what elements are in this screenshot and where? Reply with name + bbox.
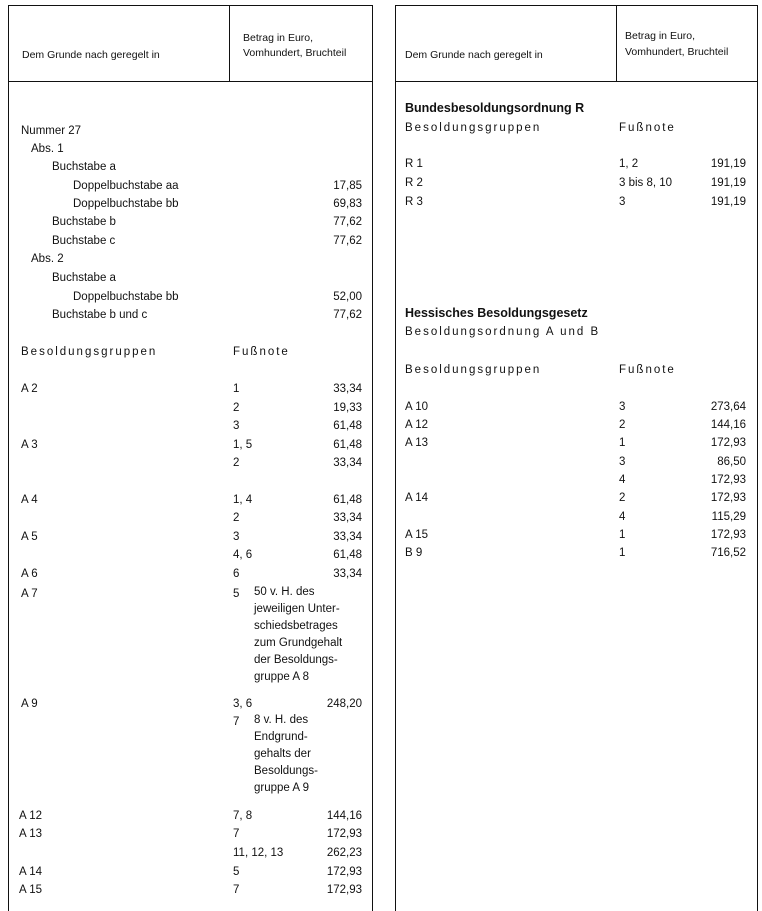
left-table-right-border <box>372 5 373 911</box>
left-table-left-border <box>8 5 9 911</box>
note-a9-line: gehalts der <box>254 748 311 760</box>
note-a9 <box>254 712 318 797</box>
abs2-buchstabe-b-und-c-label: Buchstabe b und c <box>52 309 148 321</box>
table-row-value: 61,48 <box>333 420 362 432</box>
abs1-doppelbuchstabe-aa-label: Doppelbuchstabe aa <box>73 180 179 192</box>
h-fussnote-header: Fußnote <box>619 364 676 376</box>
table-row-footnote: 4, 6 <box>233 549 253 561</box>
table-row-footnote: 1, 2 <box>619 158 639 170</box>
table-row-footnote: 4 <box>619 511 626 523</box>
abs2-doppelbuchstabe-bb-value: 52,00 <box>333 291 362 303</box>
table-row-footnote: 7 <box>233 716 240 728</box>
note-a7-line: schiedsbetrages <box>254 620 338 632</box>
table-row-footnote: 7 <box>233 828 240 840</box>
table-row-value: 172,93 <box>710 529 746 541</box>
table-row-value: 144,16 <box>710 419 746 431</box>
note-a7 <box>254 584 342 686</box>
table-row-group: A 9 <box>21 698 38 710</box>
left-table-top-border <box>8 5 373 6</box>
note-a7-line: gruppe A 8 <box>254 671 309 683</box>
abs1-buchstabe-b-label: Buchstabe b <box>52 216 116 228</box>
right-header-col2-line1: Betrag in Euro, <box>625 30 696 42</box>
table-row-footnote: 2 <box>619 492 626 504</box>
table-row-footnote: 3 bis 8, 10 <box>619 177 673 189</box>
table-row-value: 33,34 <box>333 568 362 580</box>
note-a7-line: 50 v. H. des <box>254 586 315 598</box>
table-row-value: 33,34 <box>333 512 362 524</box>
right-header-col1: Dem Grunde nach geregelt in <box>405 49 543 61</box>
table-row-footnote: 2 <box>233 402 240 414</box>
table-row-footnote: 11, 12, 13 <box>233 847 284 859</box>
h-besoldungsgruppen-header: Besoldungsgruppen <box>405 364 542 376</box>
left-fussnote-header: Fußnote <box>233 346 290 358</box>
abs1-doppelbuchstabe-bb-value: 69,83 <box>333 198 362 210</box>
table-row-group: A 4 <box>21 494 38 506</box>
table-row-footnote: 1 <box>619 437 626 449</box>
table-row-value: 61,48 <box>333 439 362 451</box>
table-row-group: R 3 <box>405 196 423 208</box>
table-row-value: 172,93 <box>326 828 362 840</box>
right-table-right-border <box>757 5 758 911</box>
table-row-value: 115,29 <box>711 511 746 523</box>
table-row-group: A 14 <box>405 492 429 504</box>
table-row-footnote: 3 <box>233 420 240 432</box>
table-row-value: 172,93 <box>710 437 746 449</box>
table-row-group: A 13 <box>405 437 429 449</box>
nummer-27-label: Nummer 27 <box>21 125 82 137</box>
table-row-footnote: 1 <box>619 529 626 541</box>
left-header-col2-line1: Betrag in Euro, <box>243 32 314 44</box>
note-a7-line: zum Grundgehalt <box>254 637 343 649</box>
table-row-group: A 3 <box>21 439 38 451</box>
table-row-group: A 5 <box>21 531 38 543</box>
table-row-footnote: 1, 4 <box>233 494 253 506</box>
table-row-footnote: 7, 8 <box>233 810 253 822</box>
table-row-footnote: 5 <box>233 588 240 600</box>
abs1-label: Abs. 1 <box>31 143 64 155</box>
table-row-value: 262,23 <box>326 847 362 859</box>
table-row-value: 716,52 <box>710 547 746 559</box>
abs2-buchstabe-a-label: Buchstabe a <box>52 272 116 284</box>
right-table-top-border <box>395 5 758 6</box>
table-row-value: 19,33 <box>333 402 362 414</box>
r-fussnote-header: Fußnote <box>619 122 676 134</box>
section-subtitle-besoldungsordnung-a-b: Besoldungsordnung A und B <box>405 326 601 338</box>
note-a9-line: Besoldungs- <box>254 765 318 777</box>
table-row-group: A 15 <box>19 884 43 896</box>
right-header-col2-line2: Vomhundert, Bruchteil <box>625 46 729 58</box>
left-header-col2-line2: Vomhundert, Bruchteil <box>243 47 347 59</box>
section-title-besoldungsordnung-r: Bundesbesoldungsordnung R <box>405 101 585 115</box>
table-row-value: 172,93 <box>710 492 746 504</box>
note-a9-line: Endgrund- <box>254 731 308 743</box>
table-row-footnote: 1 <box>619 547 626 559</box>
table-row-value: 172,93 <box>710 474 746 486</box>
right-table-left-border <box>395 5 396 911</box>
left-besoldungsgruppen-header: Besoldungsgruppen <box>21 346 158 358</box>
table-row-group: R 2 <box>405 177 423 189</box>
section-title-hessisches-besoldungsgesetz: Hessisches Besoldungsgesetz <box>405 306 588 320</box>
table-row-value: 172,93 <box>326 884 362 896</box>
table-row-group: A 15 <box>405 529 429 541</box>
note-a7-line: der Besoldungs- <box>254 654 338 666</box>
left-header-col1: Dem Grunde nach geregelt in <box>22 49 160 61</box>
abs1-doppelbuchstabe-bb-label: Doppelbuchstabe bb <box>73 198 179 210</box>
right-table-column-divider <box>616 5 617 81</box>
table-row-group: A 12 <box>19 810 43 822</box>
table-row-value: 33,34 <box>333 383 362 395</box>
table-row-footnote: 1, 5 <box>233 439 253 451</box>
left-table-header-rule <box>8 81 373 82</box>
table-row-group: A 13 <box>19 828 43 840</box>
table-row-value: 248,20 <box>326 698 362 710</box>
table-row-footnote: 3, 6 <box>233 698 253 710</box>
abs1-doppelbuchstabe-aa-value: 17,85 <box>333 180 362 192</box>
abs1-buchstabe-b-value: 77,62 <box>333 216 362 228</box>
note-a7-line: jeweiligen Unter- <box>254 603 340 615</box>
table-row-footnote: 1 <box>233 383 240 395</box>
abs1-buchstabe-c-label: Buchstabe c <box>52 235 116 247</box>
right-table-header-rule <box>395 81 758 82</box>
table-row-footnote: 7 <box>233 884 240 896</box>
table-row-value: 191,19 <box>710 196 746 208</box>
table-row-footnote: 2 <box>233 512 240 524</box>
table-row-group: A 10 <box>405 401 429 413</box>
table-row-footnote: 6 <box>233 568 240 580</box>
table-row-value: 144,16 <box>326 810 362 822</box>
abs1-buchstabe-c-value: 77,62 <box>333 235 362 247</box>
table-row-value: 273,64 <box>710 401 746 413</box>
table-row-group: A 6 <box>21 568 38 580</box>
table-row-footnote: 3 <box>619 456 626 468</box>
table-row-group: A 14 <box>19 866 43 878</box>
abs1-buchstabe-a-label: Buchstabe a <box>52 161 116 173</box>
table-row-group: A 7 <box>21 588 38 600</box>
table-row-footnote: 2 <box>619 419 626 431</box>
abs2-buchstabe-b-und-c-value: 77,62 <box>333 309 362 321</box>
left-table-column-divider <box>229 5 230 81</box>
table-row-group: R 1 <box>405 158 423 170</box>
r-besoldungsgruppen-header: Besoldungsgruppen <box>405 122 542 134</box>
abs2-doppelbuchstabe-bb-label: Doppelbuchstabe bb <box>73 291 179 303</box>
table-row-footnote: 3 <box>619 401 626 413</box>
table-row-group: A 12 <box>405 419 429 431</box>
table-row-footnote: 2 <box>233 457 240 469</box>
abs2-label: Abs. 2 <box>31 253 64 265</box>
table-row-footnote: 3 <box>233 531 240 543</box>
table-row-group: B 9 <box>405 547 423 559</box>
table-row-footnote: 5 <box>233 866 240 878</box>
table-row-value: 191,19 <box>710 177 746 189</box>
table-row-value: 61,48 <box>333 549 362 561</box>
note-a9-line: 8 v. H. des <box>254 714 309 726</box>
table-row-footnote: 4 <box>619 474 626 486</box>
table-row-value: 191,19 <box>710 158 746 170</box>
table-row-value: 172,93 <box>326 866 362 878</box>
table-row-value: 33,34 <box>333 531 362 543</box>
table-row-value: 86,50 <box>717 456 746 468</box>
table-row-value: 61,48 <box>333 494 362 506</box>
table-row-footnote: 3 <box>619 196 626 208</box>
table-row-group: A 2 <box>21 383 38 395</box>
table-row-value: 33,34 <box>333 457 362 469</box>
note-a9-line: gruppe A 9 <box>254 782 309 794</box>
